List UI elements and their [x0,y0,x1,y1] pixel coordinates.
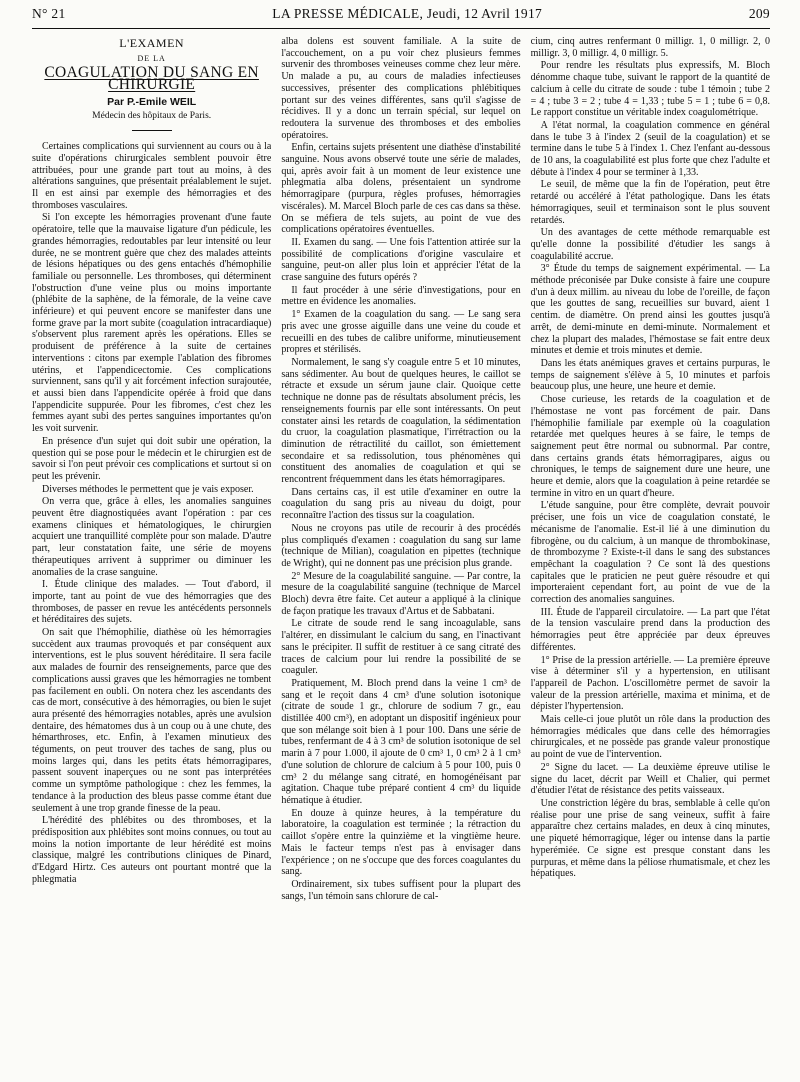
paragraph: Enfin, certains sujets présentent une diathèse d'instabilité sanguine. Nous avons observé toute une série de malades, qui, après avoir fait à un moment de leur existence une phlegmatia alba dolens, présentaient un syndrome hémorragipare (purpura, règles profuses, hémorragies viscérales). M. Marcel Bloch parle de ces cas dans sa thèse. On se méfiera de tels sujets, au point de vue des complications opératoires éventuelles. [281,142,521,236]
paragraph: 1° Examen de la coagulation du sang. — Le sang sera pris avec une grosse aiguille dans une veine du coude et recueilli en des tubes de calibre uniforme, minutieusement propres et stérilisés. [281,309,521,356]
paragraph: Le seuil, de même que la fin de l'opération, peut être retardé ou accéléré à l'état pathologique. Dans les états hémorragiques, seuil et terminaison sont le plus souvent retardés. [530,179,770,226]
paragraph: 3° Étude du temps de saignement expérimental. — La méthode préconisée par Duke consiste à faire une coupure d'un à deux millim. au niveau du lobe de l'oreille, de façon que les gouttes de sang, recueillies sur buvard, aient 1 centim. de diamètre. On prend ainsi les gouttes jusqu'à arrêt, de demi-minute en demi-minute. Normalement et chez la plupart des malades, l'hémostase se fait entre deux minutes et demie et trois minutes et demie. [530,263,770,357]
paragraph: Un des avantages de cette méthode remarquable est qu'elle donne la possibilité d'étudier les sangs à coagulabilité accrue. [530,227,770,262]
paragraph: Pour rendre les résultats plus expressifs, M. Bloch dénomme chaque tube, suivant le rapport de la quantité de calcium à celle du citrate de soude : tube 1 témoin ; tube 2 = 4 ; tube 3 = 2 ; tube 4 = 1,33 ; tube 5 = 1 ; tube 6 = 0,8. Le rapport constitue un véritable index coagulométrique. [530,60,770,119]
section-heading-paragraph: III. Étude de l'appareil circulatoire. — La part que l'état de la tension vasculaire prend dans la production des hémorragies peut être appréciée par deux épreuves différentes. [530,606,770,653]
paragraph: Mais celle-ci joue plutôt un rôle dans la production des hémorragies médicales que dans celle des hémorragies chirurgicales, et ne possède pas grande valeur pronostique au point de vue de l'intervention. [530,714,770,761]
article-title: COAGULATION DU SANG EN CHIRURGIE [44,64,259,94]
paragraph: alba dolens est souvent familiale. A la suite de l'accouchement, on a pu voir chez plusieurs femmes survenir des thromboses veineuses comme chez leur mère. Un malade a pu, au cours de maladies infectieuses successives, présenter des complications phlébitiques portant sur des veines différentes, sans qu'il s'agisse de récidives. Il y a donc un terrain spécial, sur lequel on redoutera la survenue des thromboses et des embolies opératoires. [281,36,521,141]
paragraph: Il faut procéder à une série d'investigations, pour en mettre en évidence les anomalies. [281,284,521,308]
paragraph: Chose curieuse, les retards de la coagulation et de l'hémostase ne vont pas forcément de pair. Dans l'hémophilie familiale par exemple où la coagulation retardée met quelques heures à se faire, le temps de saignement peut être normal ou subnormal. Par contre, dans certains grands états hémorragipares, aigus ou chroniques, le temps de saignement dure une heure, une heure et demie, alors que la coagulation à peine retardée se termine in vitro en un quart d'heure. [530,394,770,499]
author-affiliation: Médecin des hôpitaux de Paris. [92,110,212,121]
paragraph: Dans les états anémiques graves et certains purpuras, le temps de saignement s'élève à 5, 10 minutes et parfois beaucoup plus, une heure, une heure et demie. [530,357,770,393]
paragraph: On sait que l'hémophilie, diathèse où les hémorragies succèdent aux traumas provoqués et par conséquent aux interventions, est le plus souvent héréditaire. Il sera facile aux malades de fournir des renseignements, parce que des complications aussi graves que les hémorragies ne tombent pas facilement en oubli. On notera chez les ascendants des cas de mort, consécutive à des hémorragies, ou bien le sujet aura présenté des hémorragies notables, après une avulsion dentaire, des hématomes dus à un coup ou à une chute, des hémarthroses, etc. Enfin, à l'examen minutieux des téguments, on peut trouver des taches de sang, plus ou moins larges qui, dans les petits états hémorragipares, passent souvent inaperçues ou ne sont pas interprétées comme un symptôme pathologique : chez les femmes, la tendance à la production des bleus passe comme étant due seulement à une trop grande finesse de la peau. [32,627,272,814]
paragraph: Une constriction légère du bras, semblable à celle qu'on réalise pour une prise de sang veineux, suffit à faire apparaître chez certains malades, en deux à cinq minutes, une piqueté hémorragique, léger ou intense dans la partie hyperémiée. Ce signe est presque constant dans les purpuras, et même dans la péliose rhumatismale, et chez les hépatiques. [530,798,770,880]
paragraph: Certaines complications qui surviennent au cours ou à la suite d'opérations chirurgicales semblent pouvoir être attribuées, pour une grande part tout au moins, à des altérations sanguines, que présentait préalablement le sujet. Il en est ainsi par exemple des hémorragies et des thromboses vasculaires. [32,141,272,211]
paragraph: Normalement, le sang s'y coagule entre 5 et 10 minutes, sans sédimenter. Au bout de quelques heures, le caillot se rétracte et exsude un sérum jaune clair. Quoique cette technique ne donne pas de résultats absolument précis, les renseignements fournis par elle sont intéressants. On peut constater ainsi les retards de coagulation, la sédimentation du cruor, la coagulation plasmatique, l'irrétraction ou la diminution de rétractilité du caillot, son émiettement secondaire et sa redissolution, tous phénomènes qui constituent des anomalies de coagulation et qui se rencontrent fréquemment dans les états hémorragipares. [281,356,521,486]
paragraph: 2° Mesure de la coagulabilité sanguine. — Par contre, la mesure de la coagulabilité sanguine (technique de Marcel Bloch) devra être faite. Cet auteur a appliqué à la clinique de façon pratique les travaux d'Artus et de Sabbatani. [281,570,521,617]
column-2 [281,36,520,1078]
paragraph: On verra que, grâce à elles, les anomalies sanguines peuvent être diagnostiquées avant l'opération : par ces examens cliniques et hématologiques, le chirurgien acquiert une tranquillité complète pour son malade. D'autre part, leur constatation faite, une série de moyens thérapeutiques arrivent à supprimer ou diminuer les anomalies de la crase sanguine. [32,496,272,578]
paragraph: En douze à quinze heures, à la température du laboratoire, la coagulation est terminée ; la rétraction du caillot s'opère entre la quinzième et la vingtième heure. Mais le facteur temps n'est pas à envisager dans l'expérience ; on ne s'occupe que des forces coagulantes du sang. [281,807,521,878]
paragraph: A l'état normal, la coagulation commence en général dans le tube 3 à l'index 2 (seuil de la coagulation) et se termine dans le tube 5 à l'index 1. Chez l'enfant au-dessous de 10 ans, la coagulabilité est plus forte que chez l'adulte et débute à l'index 4 pour se terminer à 1,33. [530,119,770,178]
column-3 [531,36,770,1078]
issue-number: N° 21 [32,6,66,21]
paragraph: Si l'on excepte les hémorragies provenant d'une faute opératoire, telle que la mauvaise ligature d'un pédicule, les grandes hémorragies, redoutables par leur intensité ou leur durée, ne se montrent guère que chez des malades atteints de lésions hépatiques ou des gens entachés d'hémophilie familiale ou personnelle. Les thromboses, qui déterminent l'obstruction d'une veine plus ou moins importante (phlébite de la saphène, de la fémorale, de la veine cave inférieure) et qui peuvent encore se manifester dans une forme grave par la mort subite (coagulation intracardiaque) s'observent plus rarement après les opérations. Elles se produisent de préférence à la suite de certaines interventions : citons par exemple l'ablation des fibromes utérins, et l'appendicectomie. Ces complications surviennent, sans qu'il y ait forcément infection surajoutée, et aussi bien dans l'appendicite opérée à froid que dans l'appendicite suppurée. Pour les fibromes, c'est chez les femmes ayant subi des pertes sanguines importantes qu'on les voit survenir. [32,212,272,435]
author-line: Par P.-Emile WEIL [107,95,197,108]
page-number: 209 [748,6,770,21]
paragraph: 2° Signe du lacet. — La deuxième épreuve utilise le signe du lacet, décrit par Weill et Chalier, qui permet d'étudier l'état de résistance des petits vaisseaux. [530,761,770,797]
article-columns [32,36,770,1078]
paragraph: L'hérédité des phlébites ou des thromboses, et la prédisposition aux phlébites sont moins connues, ou tout au moins la notion importante de leur hérédité est moins classique, malgré les contributions cliniques de Pinard, d'Edgard Hirtz. Ces auteurs ont pourtant montré que la phlegmatia [32,815,272,885]
section-heading-paragraph: I. Étude clinique des malades. — Tout d'abord, il importe, tant au point de vue des hémorragies que des thromboses, de passer en revue les antécédents personnels et héréditaires des sujets. [32,579,272,626]
section-heading-paragraph: II. Examen du sang. — Une fois l'attention attirée sur la possibilité de complications d'origine vasculaire et sanguine, peut-on aller plus loin et apprécier l'état de la crase sanguine des futurs opérés ? [281,236,521,284]
paragraph: Pratiquement, M. Bloch prend dans la veine 1 cm³ de sang et le reçoit dans 4 cm³ d'une solution isotonique (citrate de soude 1 gr., chlorure de sodium 7 gr., eau distillée 400 cm³), en adoptant un dispositif ingénieux pour que son mélange soit bien à 1 pour 100. Dans une série de tubes, renfermant de 4 à 3 cm³ de solution isotonique de sel marin à 7 pour 1.000, il ajoute de 0 cm³ 1, 0 cm³ 2 à 1 cm³ d'une solution de chlorure de calcium à 5 pour 100, puis 0 cm³ 2 du mélange sang citraté, en homogénéisant par agitation. Chaque tube préparé contient 4 cm³ du liquide hématique à étudier. [281,677,521,806]
title-line-2: DE LA [137,53,166,63]
paragraph: En présence d'un sujet qui doit subir une opération, la question qui se pose pour le médecin et le chirurgien est de savoir si l'on peut prévoir ces complications et surtout si on peut les prévenir. [32,435,272,482]
paragraph: Diverses méthodes le permettent que je vais exposer. [42,483,254,495]
article-title-block [32,38,271,131]
paragraph: Le citrate de soude rend le sang incoagulable, sans l'altérer, en dissimulant le calcium du sang, en l'inactivant sans le précipiter. Il suffit de restituer à ce sang citraté des traces de calcium pour lui rendre la possibilité de se coaguler. [281,618,521,677]
journal-title: LA PRESSE MÉDICALE, Jeudi, 12 Avril 1917 [272,6,543,21]
paragraph: Ordinairement, six tubes suffisent pour la plupart des sangs, l'un témoin sans chlorure de cal- [281,878,521,902]
title-line-1: L'EXAMEN [119,36,185,50]
paragraph: 1° Prise de la pression artérielle. — La première épreuve vise à déterminer s'il y a hypertension, en utilisant l'appareil de Pachon. L'oscillomètre permet de savoir la valeur de la pression artérielle, maxima et minima, et de dépister l'hypertension. [530,654,770,713]
paragraph: Dans certains cas, il est utile d'examiner en outre la coagulation du sang pris au niveau du doigt, pour reconnaître l'action des tissus sur la coagulation. [281,486,521,522]
paragraph: Nous ne croyons pas utile de recourir à des procédés plus compliqués d'examen : coagulation du sang sur lame (technique de Milian), coagulation en pipettes (technique de Wright), qui ne donnent pas une précision plus grande. [281,522,521,569]
paragraph: L'étude sanguine, pour être complète, devrait pouvoir préciser, une fois un vice de coagulation constaté, le mécanisme de l'anomalie. Est-il lié à une diminution du fibrogène, ou du calcium, à un manque de thrombokinase, de thrombozyme ? Existe-t-il dans le sang des substances empêchant la coagulation ? Ce sont là des questions capitales que le praticien ne peut guère résoudre et qui importeraient cependant fort, au point de vue de la correction des anomalies sanguines. [530,500,770,606]
column-1 [32,36,271,1078]
title-divider [132,130,172,131]
page-header [32,6,770,28]
header-rule [32,28,770,29]
paragraph: cium, cinq autres renfermant 0 milligr. 1, 0 milligr. 2, 0 milligr. 3, 0 milligr. 4, 0 milligr. 5. [530,36,770,59]
